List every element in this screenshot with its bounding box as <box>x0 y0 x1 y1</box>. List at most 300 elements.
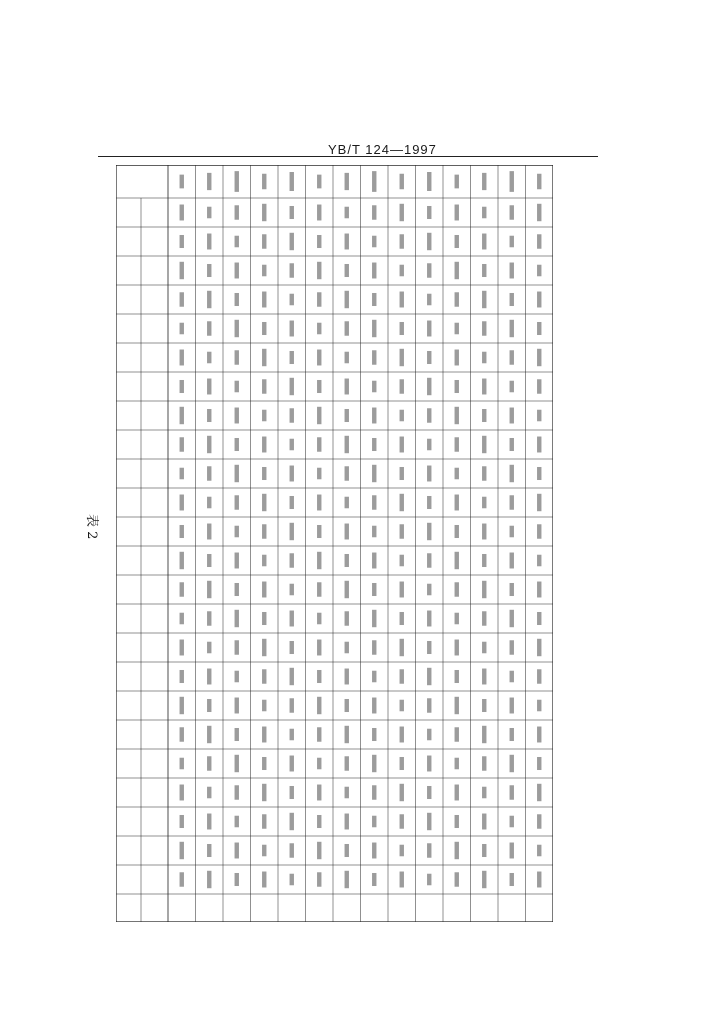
table-cell-mark-130 <box>317 323 321 335</box>
table-cell-mark-93 <box>262 700 266 712</box>
table-cell-mark-287 <box>482 524 486 540</box>
table-cell-mark-160 <box>345 466 349 480</box>
table-cell-mark-155 <box>345 321 349 335</box>
table-cell-mark-52 <box>235 236 239 248</box>
table-cell-mark-205 <box>400 322 404 335</box>
table-cell-mark-113 <box>290 553 294 567</box>
table-cell-mark-25 <box>207 173 211 190</box>
table-cell-mark-330 <box>537 322 541 335</box>
table-cell-mark-302 <box>510 236 514 248</box>
table-cell-mark-245 <box>427 756 431 772</box>
table-cell-mark-104 <box>290 294 294 306</box>
table-cell-mark-51 <box>235 205 239 219</box>
table-cell-mark-250 <box>455 175 459 189</box>
table-cell-mark-41 <box>207 642 211 654</box>
table-cell-mark-259 <box>455 437 459 451</box>
table-cell-mark-79 <box>262 292 266 308</box>
table-cell-mark-64 <box>235 583 239 596</box>
table-cell-mark-118 <box>290 698 294 712</box>
table-cell-mark-108 <box>290 408 294 422</box>
table-cell-mark-191 <box>372 640 376 654</box>
table-cell-mark-341 <box>537 639 541 656</box>
table-cell-mark-179 <box>372 293 376 306</box>
table-cell-mark-39 <box>207 581 211 598</box>
table-cell-mark-168 <box>345 699 349 712</box>
table-cell-mark-294 <box>482 726 486 743</box>
table-cell-mark-318 <box>510 698 514 714</box>
table-cell-mark-329 <box>537 292 541 308</box>
table-cell-mark-62 <box>235 526 239 538</box>
table-cell-mark-132 <box>317 380 321 393</box>
table-cell-mark-109 <box>290 439 294 451</box>
table-cell-mark-70 <box>235 755 239 772</box>
table-cell-mark-78 <box>262 265 266 277</box>
table-cell-mark-337 <box>537 524 541 538</box>
table-cell-mark-56 <box>235 350 239 364</box>
table-cell-mark-82 <box>262 379 266 393</box>
table-cell-mark-20 <box>180 758 184 770</box>
table-cell-mark-98 <box>262 845 266 857</box>
table-cell-mark-178 <box>372 263 376 279</box>
table-cell-mark-8 <box>180 407 184 424</box>
table-cell-mark-69 <box>235 728 239 741</box>
table-cell-mark-144 <box>317 727 321 741</box>
table-cell-mark-249 <box>427 874 431 886</box>
table-cell-mark-328 <box>537 265 541 277</box>
table-cell-mark-290 <box>482 611 486 625</box>
table-cell-mark-102 <box>290 233 294 250</box>
table-cell-mark-0 <box>180 175 184 189</box>
table-cell-mark-267 <box>455 670 459 683</box>
table-cell-mark-167 <box>345 669 349 685</box>
table-cell-mark-207 <box>400 379 404 393</box>
table-cell-mark-135 <box>317 468 321 480</box>
table-cell-mark-125 <box>317 175 321 189</box>
table-cell-mark-159 <box>345 436 349 453</box>
table-cell-mark-247 <box>427 813 431 830</box>
table-cell-mark-196 <box>372 785 376 799</box>
table-cell-mark-312 <box>510 526 514 538</box>
table-cell-mark-186 <box>372 495 376 509</box>
table-cell-mark-252 <box>455 235 459 248</box>
table-cell-mark-277 <box>482 234 486 250</box>
table-cell-mark-54 <box>235 293 239 306</box>
table-cell-mark-219 <box>400 727 404 743</box>
table-cell-mark-149 <box>317 872 321 886</box>
table-cell-mark-293 <box>482 699 486 712</box>
table-cell-mark-43 <box>207 699 211 712</box>
page-header-code: YB/T 124—1997 <box>328 142 437 157</box>
table-cell-mark-248 <box>427 843 431 857</box>
table-cell-mark-189 <box>372 583 376 596</box>
table-cell-mark-1 <box>180 205 184 221</box>
table-cell-mark-4 <box>180 292 184 306</box>
header-rule <box>98 156 598 157</box>
table-cell-mark-199 <box>372 873 376 886</box>
table-cell-mark-203 <box>400 265 404 277</box>
table-cell-mark-129 <box>317 292 321 306</box>
table-cell-mark-231 <box>427 351 431 364</box>
table-cell-mark-188 <box>372 553 376 569</box>
table-cell-mark-322 <box>510 816 514 828</box>
table-cell-mark-228 <box>427 263 431 277</box>
table-cell-mark-49 <box>207 871 211 888</box>
table-cell-mark-232 <box>427 378 431 395</box>
table-cell-mark-57 <box>235 381 239 393</box>
table-cell-mark-319 <box>510 728 514 741</box>
table-cell-mark-89 <box>262 582 266 598</box>
table-cell-mark-306 <box>510 350 514 364</box>
table-cell-mark-253 <box>455 262 459 279</box>
table-cell-mark-27 <box>207 234 211 250</box>
table-cell-mark-326 <box>537 204 541 221</box>
table-cell-mark-257 <box>455 380 459 393</box>
rotated-data-table <box>116 165 553 922</box>
table-cell-mark-151 <box>345 207 349 219</box>
table-cell-mark-215 <box>400 612 404 625</box>
table-cell-mark-16 <box>180 640 184 656</box>
table-cell-mark-33 <box>207 409 211 422</box>
table-cell-mark-95 <box>262 757 266 770</box>
table-cell-mark-251 <box>455 205 459 221</box>
table-cell-mark-221 <box>400 784 404 801</box>
table-cell-mark-77 <box>262 234 266 248</box>
table-cell-mark-36 <box>207 497 211 509</box>
table-cell-mark-169 <box>345 726 349 743</box>
table-cell-mark-116 <box>290 641 294 654</box>
table-cell-mark-105 <box>290 321 294 337</box>
table-cell-mark-127 <box>317 235 321 248</box>
table-cell-mark-241 <box>427 641 431 654</box>
table-cell-mark-281 <box>482 352 486 364</box>
table-cell-mark-3 <box>180 262 184 279</box>
table-cell-mark-246 <box>427 786 431 799</box>
table-cell-mark-310 <box>510 465 514 482</box>
table-cell-mark-117 <box>290 668 294 685</box>
table-cell-mark-38 <box>207 554 211 567</box>
table-cell-mark-12 <box>180 525 184 538</box>
table-cell-mark-177 <box>372 236 376 248</box>
table-cell-mark-7 <box>180 380 184 393</box>
table-cell-mark-142 <box>317 670 321 683</box>
table-cell-mark-298 <box>482 844 486 857</box>
table-cell-mark-233 <box>427 408 431 422</box>
table-cell-mark-80 <box>262 322 266 335</box>
table-cell-mark-292 <box>482 669 486 685</box>
table-cell-mark-214 <box>400 582 404 598</box>
table-cell-mark-300 <box>510 171 514 192</box>
table-cell-mark-270 <box>455 758 459 770</box>
table-cell-mark-272 <box>455 815 459 828</box>
table-cell-mark-184 <box>372 438 376 451</box>
table-cell-mark-229 <box>427 294 431 306</box>
table-cell-mark-163 <box>345 554 349 567</box>
table-cell-mark-154 <box>345 291 349 308</box>
table-cell-mark-153 <box>345 264 349 277</box>
table-cell-mark-309 <box>510 438 514 451</box>
table-cell-mark-261 <box>455 495 459 511</box>
table-cell-mark-209 <box>400 437 404 453</box>
table-cell-mark-262 <box>455 525 459 538</box>
table-cell-mark-308 <box>510 408 514 424</box>
table-cell-mark-260 <box>455 468 459 480</box>
table-cell-mark-101 <box>290 206 294 219</box>
table-cell-mark-340 <box>537 612 541 625</box>
table-cell-mark-121 <box>290 786 294 799</box>
table-cell-mark-85 <box>262 467 266 480</box>
table-cell-mark-65 <box>235 610 239 627</box>
table-cell-mark-242 <box>427 668 431 685</box>
table-cell-mark-286 <box>482 497 486 509</box>
table-cell-mark-26 <box>207 207 211 219</box>
table-cell-mark-171 <box>345 787 349 799</box>
table-cell-mark-94 <box>262 727 266 743</box>
table-cell-mark-35 <box>207 466 211 480</box>
table-cell-mark-187 <box>372 526 376 538</box>
table-cell-mark-90 <box>262 612 266 625</box>
table-cell-mark-280 <box>482 321 486 335</box>
table-cell-mark-83 <box>262 410 266 422</box>
table-cell-mark-45 <box>207 756 211 770</box>
table-cell-mark-123 <box>290 843 294 857</box>
table-cell-mark-165 <box>345 611 349 625</box>
table-cell-mark-66 <box>235 640 239 654</box>
table-cell-mark-97 <box>262 814 266 828</box>
table-cell-mark-334 <box>537 437 541 453</box>
table-cell-mark-268 <box>455 697 459 714</box>
table-cell-mark-273 <box>455 842 459 859</box>
table-cell-mark-152 <box>345 234 349 250</box>
table-cell-mark-296 <box>482 787 486 799</box>
table-cell-mark-120 <box>290 756 294 772</box>
table-cell-mark-183 <box>372 408 376 424</box>
table-cell-mark-2 <box>180 235 184 248</box>
table-cell-mark-297 <box>482 814 486 830</box>
table-cell-mark-138 <box>317 552 321 569</box>
table-cell-mark-55 <box>235 320 239 337</box>
table-cell-mark-92 <box>262 669 266 683</box>
table-cell-mark-305 <box>510 320 514 337</box>
table-cell-mark-324 <box>510 873 514 886</box>
table-cell-mark-6 <box>180 350 184 366</box>
table-cell-mark-185 <box>372 465 376 482</box>
table-cell-mark-314 <box>510 583 514 596</box>
table-cell-mark-217 <box>400 669 404 683</box>
table-cell-mark-86 <box>262 494 266 511</box>
table-cell-mark-156 <box>345 352 349 364</box>
table-cell-mark-224 <box>400 872 404 888</box>
table-cell-mark-291 <box>482 642 486 654</box>
table-cell-mark-173 <box>345 844 349 857</box>
table-cell-mark-42 <box>207 669 211 685</box>
table-cell-mark-238 <box>427 553 431 567</box>
table-cell-mark-283 <box>482 409 486 422</box>
table-cell-mark-141 <box>317 640 321 656</box>
table-cell-mark-29 <box>207 291 211 308</box>
table-cell-mark-307 <box>510 381 514 393</box>
table-cell-mark-235 <box>427 466 431 482</box>
table-cell-mark-150 <box>345 173 349 190</box>
table-cell-mark-175 <box>372 171 376 192</box>
table-cell-mark-162 <box>345 524 349 540</box>
table-cell-mark-145 <box>317 758 321 770</box>
table-cell-mark-136 <box>317 495 321 511</box>
table-cell-mark-274 <box>455 872 459 886</box>
table-cell-mark-239 <box>427 584 431 596</box>
table-cell-mark-134 <box>317 437 321 451</box>
table-cell-mark-13 <box>180 552 184 569</box>
table-cell-mark-76 <box>262 204 266 221</box>
table-cell-mark-347 <box>537 814 541 828</box>
table-cell-mark-212 <box>400 524 404 538</box>
table-cell-mark-72 <box>235 816 239 828</box>
table-cell-mark-50 <box>235 171 239 192</box>
table-cell-mark-216 <box>400 639 404 656</box>
table-cell-mark-346 <box>537 784 541 801</box>
table-cell-mark-311 <box>510 495 514 509</box>
table-cell-mark-115 <box>290 611 294 627</box>
table-cell-mark-344 <box>537 727 541 743</box>
table-cell-mark-315 <box>510 610 514 627</box>
table-cell-mark-75 <box>262 174 266 190</box>
table-cell-mark-265 <box>455 613 459 625</box>
table-cell-mark-172 <box>345 814 349 830</box>
table-cell-mark-68 <box>235 698 239 714</box>
table-cell-mark-74 <box>235 873 239 886</box>
table-cell-mark-227 <box>427 233 431 250</box>
table-cell-mark-21 <box>180 785 184 801</box>
table-cell-mark-40 <box>207 611 211 625</box>
table-cell-mark-339 <box>537 582 541 598</box>
table-cell-mark-18 <box>180 697 184 714</box>
table-cell-mark-325 <box>537 174 541 190</box>
table-cell-mark-225 <box>427 172 431 191</box>
table-cell-mark-5 <box>180 323 184 335</box>
table-cell-mark-332 <box>537 379 541 393</box>
table-cell-mark-133 <box>317 407 321 424</box>
table-cell-mark-161 <box>345 497 349 509</box>
table-cell-mark-63 <box>235 553 239 569</box>
table-cell-mark-190 <box>372 610 376 627</box>
table-cell-mark-343 <box>537 700 541 712</box>
table-cell-mark-28 <box>207 264 211 277</box>
table-cell-mark-124 <box>290 874 294 886</box>
table-caption: 表 2 <box>84 514 99 540</box>
table-cell-mark-333 <box>537 410 541 422</box>
table-cell-mark-48 <box>207 844 211 857</box>
table-cell-mark-220 <box>400 757 404 770</box>
table-cell-mark-84 <box>262 437 266 453</box>
table-cell-mark-96 <box>262 784 266 801</box>
table-cell-mark-289 <box>482 581 486 598</box>
table-cell-mark-254 <box>455 292 459 306</box>
table-cell-mark-194 <box>372 728 376 741</box>
table-cell-mark-157 <box>345 379 349 395</box>
table-cell-mark-111 <box>290 496 294 509</box>
table-cell-mark-201 <box>400 204 404 221</box>
table-cell-mark-237 <box>427 523 431 540</box>
table-cell-mark-170 <box>345 756 349 770</box>
table-cell-mark-213 <box>400 555 404 567</box>
table-cell-mark-71 <box>235 785 239 799</box>
table-cell-mark-349 <box>537 872 541 888</box>
table-cell-mark-158 <box>345 409 349 422</box>
table-cell-mark-279 <box>482 291 486 308</box>
table-cell-mark-148 <box>317 842 321 859</box>
table-cell-mark-30 <box>207 321 211 335</box>
table-cell-mark-335 <box>537 467 541 480</box>
table-cell-mark-99 <box>262 872 266 888</box>
table-cell-mark-223 <box>400 845 404 857</box>
table-cell-mark-174 <box>345 871 349 888</box>
table-cell-mark-264 <box>455 582 459 596</box>
table-cell-mark-106 <box>290 351 294 364</box>
table-cell-mark-46 <box>207 787 211 799</box>
table-cell-mark-284 <box>482 436 486 453</box>
table-cell-mark-131 <box>317 350 321 366</box>
table-cell-mark-336 <box>537 494 541 511</box>
table-cell-mark-31 <box>207 352 211 364</box>
table-cell-mark-211 <box>400 494 404 511</box>
table-cell-mark-323 <box>510 843 514 859</box>
table-cell-mark-91 <box>262 639 266 656</box>
table-cell-mark-258 <box>455 407 459 424</box>
table-cell-mark-10 <box>180 468 184 480</box>
table-cell-mark-278 <box>482 264 486 277</box>
table-cell-mark-208 <box>400 410 404 422</box>
table-cell-mark-316 <box>510 640 514 654</box>
table-cell-mark-17 <box>180 670 184 683</box>
table-cell-mark-181 <box>372 350 376 364</box>
table-cell-mark-44 <box>207 726 211 743</box>
table-cell-mark-166 <box>345 642 349 654</box>
table-cell-mark-195 <box>372 755 376 772</box>
table-cell-mark-285 <box>482 466 486 480</box>
table-cell-mark-122 <box>290 813 294 830</box>
table-cell-mark-243 <box>427 698 431 712</box>
table-cell-mark-230 <box>427 321 431 337</box>
table-cell-mark-114 <box>290 584 294 596</box>
table-cell-mark-110 <box>290 466 294 482</box>
table-cell-mark-19 <box>180 727 184 741</box>
table-cell-mark-327 <box>537 234 541 248</box>
table-cell-mark-226 <box>427 206 431 219</box>
table-cell-mark-269 <box>455 727 459 741</box>
table-cell-mark-180 <box>372 320 376 337</box>
table-cell-mark-147 <box>317 815 321 828</box>
table-cell-mark-22 <box>180 815 184 828</box>
table-cell-mark-182 <box>372 381 376 393</box>
table-cell-mark-348 <box>537 845 541 857</box>
table-cell-mark-128 <box>317 262 321 279</box>
table-cell-mark-193 <box>372 698 376 714</box>
table-cell-mark-192 <box>372 671 376 683</box>
table-cell-mark-59 <box>235 438 239 451</box>
table-cell-mark-200 <box>400 174 404 190</box>
table-cell-mark-119 <box>290 729 294 741</box>
table-cell-mark-295 <box>482 756 486 770</box>
table-cell-mark-206 <box>400 349 404 366</box>
table-cell-mark-164 <box>345 581 349 598</box>
table-cell-mark-303 <box>510 263 514 279</box>
table-cell-mark-276 <box>482 207 486 219</box>
table-cell-mark-32 <box>207 379 211 395</box>
table-cell-mark-331 <box>537 349 541 366</box>
table-cell-mark-67 <box>235 671 239 683</box>
table-cell-mark-139 <box>317 582 321 596</box>
table-cell-mark-14 <box>180 582 184 596</box>
table-cell-mark-240 <box>427 611 431 627</box>
